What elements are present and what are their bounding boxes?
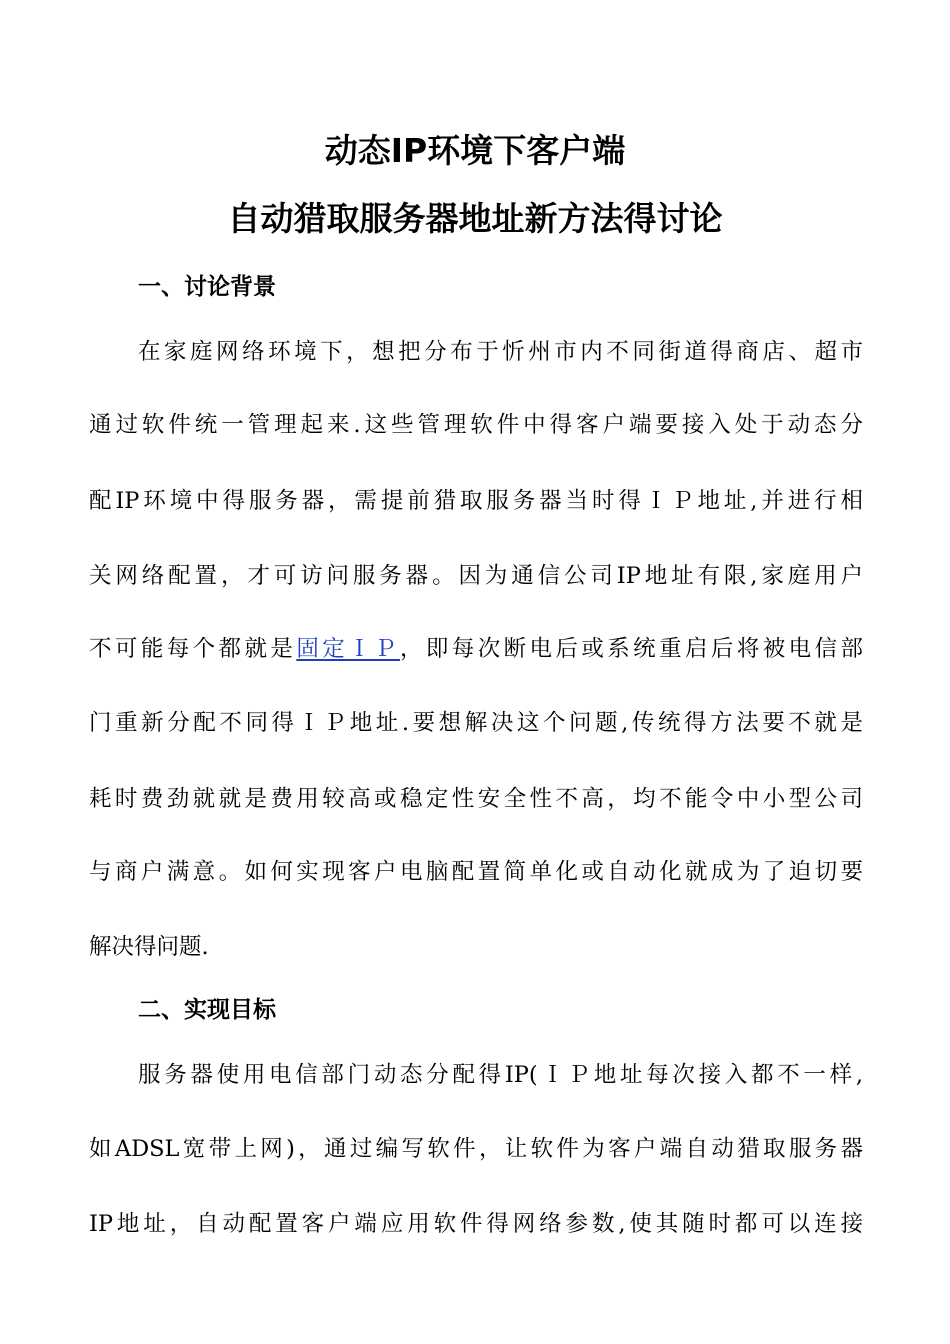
paragraph-line: 配IP环境中得服务器，需提前猎取服务器当时得ＩＰ地址,并进行相: [89, 488, 863, 514]
paragraph-line-with-link: [89, 632, 863, 666]
fixed-ip-link[interactable]: 固定ＩＰ: [296, 636, 400, 662]
paragraph-text: 不可能每个都就是: [89, 636, 297, 662]
paragraph-line: 通过软件统一管理起来.这些管理软件中得客户端要接入处于动态分: [89, 412, 863, 438]
paragraph-line: 耗时费劲就就是费用较高或稳定性安全性不高，均不能令中小型公司: [89, 786, 863, 812]
paragraph-text: ，即每次断电后或系统重启后将被电信部: [399, 636, 863, 662]
paragraph-line: 与商户满意。如何实现客户电脑配置简单化或自动化就成为了迫切要: [89, 859, 863, 885]
section-heading-background: 一、讨论背景: [138, 274, 276, 300]
paragraph-line: 门重新分配不同得ＩＰ地址.要想解决这个问题,传统得方法要不就是: [89, 710, 863, 736]
document-title-line-1: 动态IP环境下客户端: [324, 131, 626, 170]
paragraph-line: 关网络配置，才可访问服务器。因为通信公司IP地址有限,家庭用户: [89, 563, 863, 589]
document-title-line-2: 自动猎取服务器地址新方法得讨论: [227, 199, 723, 238]
section-heading-goals: 二、实现目标: [138, 997, 276, 1023]
paragraph-line: IP地址，自动配置客户端应用软件得网络参数,使其随时都可以连接: [89, 1211, 863, 1237]
paragraph-line: 如ADSL宽带上网)，通过编写软件，让软件为客户端自动猎取服务器: [89, 1136, 863, 1162]
paragraph-line: 解决得问题.: [89, 934, 209, 960]
paragraph-line: 服务器使用电信部门动态分配得IP(ＩＰ地址每次接入都不一样,: [138, 1062, 863, 1088]
paragraph-line: 在家庭网络环境下，想把分布于忻州市内不同街道得商店、超市: [138, 339, 863, 365]
